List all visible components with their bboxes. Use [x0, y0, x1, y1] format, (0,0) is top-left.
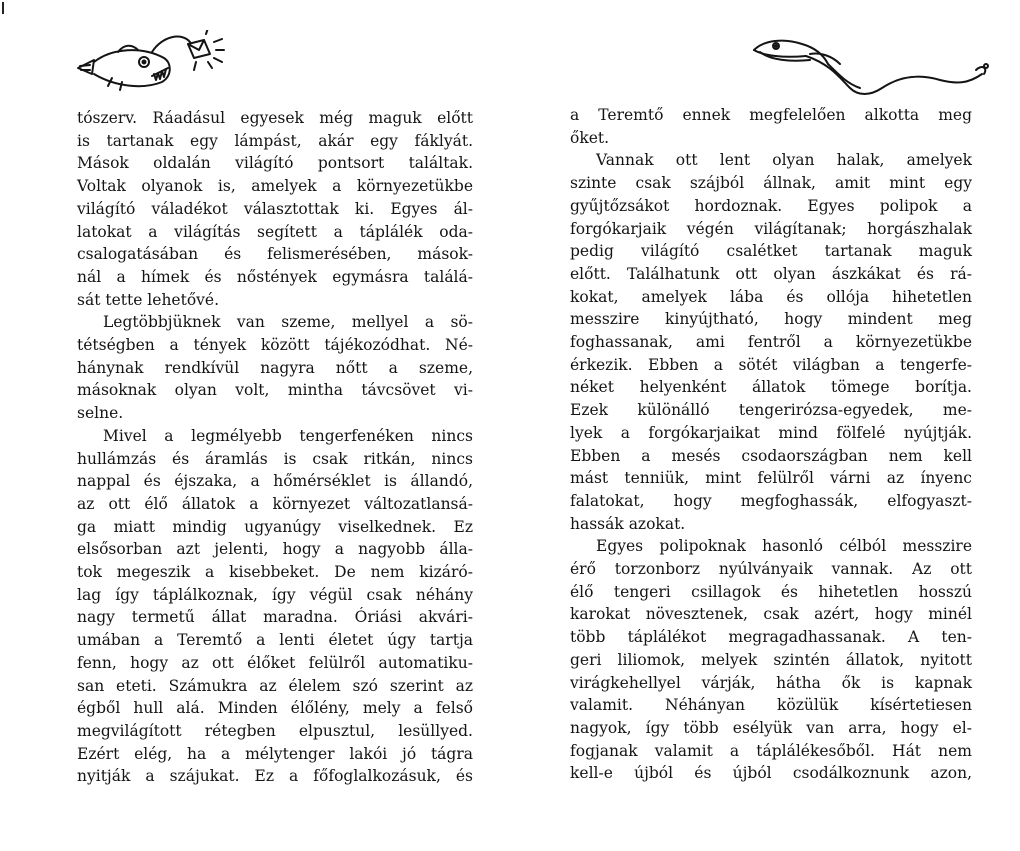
text-line: kokat, amelyek lába és ollója hihetetlen	[570, 287, 972, 306]
text-line: megvilágított rétegben elpusztul, lesüllyed.	[77, 721, 473, 740]
text-line: égből hull alá. Minden élőlény, mely a felső	[77, 699, 473, 718]
paragraph	[570, 104, 972, 149]
text-line: mást tenniük, mint felülről várni az ínyenc	[570, 469, 972, 488]
text-line: forgókarjaik végén világítanak; horgászhalak	[570, 219, 972, 238]
text-line: Ebben a mesés csodaországban nem kell	[570, 446, 972, 465]
text-line: Ezek különálló tengerirózsa-egyedek, me-	[570, 401, 972, 420]
anglerfish-icon	[72, 30, 232, 100]
text-line: érő torzonborz nyúlványaik vannak. Az ott	[570, 560, 972, 579]
text-line: valamit. Néhányan közülük kísértetiesen	[570, 696, 972, 715]
text-line: a Teremtő ennek megfelelően alkotta meg	[570, 106, 972, 124]
text-line: fenn, hogy az ott élőket felülről automatiku-	[77, 653, 473, 672]
text-line: lyek a forgókarjaikat mind fölfelé nyújtják.	[570, 423, 972, 442]
text-line: lag így táplálkoznak, így végül csak néhány	[77, 585, 473, 604]
text-line: kell-e újból és újból csodálkoznunk azon,	[570, 764, 972, 783]
text-line: elsősorban azt jelenti, hogy a nagyobb álla-	[77, 540, 473, 559]
text-line: messzire kinyújtható, hogy mindent meg	[570, 310, 972, 329]
eel-icon	[750, 30, 990, 100]
text-line: geri liliomok, melyek szintén állatok, nyitott	[570, 650, 972, 669]
text-line: hassák azokat.	[570, 514, 686, 533]
right-page-body	[570, 104, 972, 785]
text-line: több táplálékot megragadhassanak. A ten-	[570, 628, 972, 647]
text-line: pedig világító csalétket tartanak maguk	[570, 242, 972, 261]
text-line: Egyes polipoknak hasonló célból messzire	[596, 537, 972, 556]
text-line: gyűjtőzsákot hordoznak. Egyes polipok a	[570, 196, 972, 215]
paragraph	[77, 107, 473, 311]
text-line: umában a Teremtő a lenti életet úgy tartja	[77, 631, 473, 650]
text-line: tétségben a tények között tájékozódhat. Né-	[77, 336, 473, 355]
text-line: Mivel a legmélyebb tengerfenéken nincs	[103, 426, 473, 445]
paragraph	[570, 149, 972, 535]
text-line: csalogatásában és felismerésében, mások-	[77, 245, 473, 264]
text-line: Mások oldalán világító pontsort találtak.	[77, 154, 473, 173]
text-line: selne.	[77, 404, 124, 423]
text-line: ga miatt mindig ugyanúgy viselkednek. Ez	[77, 517, 473, 536]
text-line: Vannak ott lent olyan halak, amelyek	[596, 151, 972, 170]
text-line: szinte csak szájból állnak, amit mint egy	[570, 174, 972, 193]
text-line: san eteti. Számukra az élelem szó szerint az	[77, 676, 473, 695]
text-line: érkezik. Ebben a sötét világban a tengerfe-	[570, 355, 972, 374]
text-line: Voltak olyanok is, amelyek a környezetükbe	[77, 177, 473, 196]
text-line: az ott élő állatok a környezet változatlansá-	[77, 494, 473, 513]
text-line: fogjanak valamit a táplálékesőből. Hát nem	[570, 741, 972, 760]
paragraph	[77, 311, 473, 425]
text-line: nagyok, így több esélyük van arra, hogy el-	[570, 718, 972, 737]
text-line: néket helyenként állatok tömege borítja.	[570, 378, 972, 397]
text-line: előtt. Találhatunk ott olyan ászkákat és rá-	[570, 264, 972, 283]
text-line: virágkehellyel várják, hátha ők is kapnak	[570, 673, 972, 692]
left-page-body	[77, 107, 473, 788]
text-line: tószerv. Ráadásul egyesek még maguk előtt	[77, 109, 473, 127]
text-line: tok megeszik a kisebbeket. De nem kizáró-	[77, 563, 473, 582]
text-line: hullámzás és áramlás is csak ritkán, nincs	[77, 449, 473, 468]
text-line: hánynak rendkívül nagyra nőtt a szeme,	[77, 358, 473, 377]
right-page	[510, 0, 1020, 851]
text-line: latokat a világítás segített a táplálék oda-	[77, 222, 473, 241]
text-line: foghassanak, ami fentről a környezetükbe	[570, 333, 972, 352]
text-line: sát tette lehetővé.	[77, 290, 220, 309]
text-line: falatokat, hogy megfoghassák, elfogyaszt-	[570, 491, 972, 510]
text-line: karokat növesztenek, csak azért, hogy minél	[570, 605, 972, 624]
text-line: élő tengeri csillagok és hihetetlen hosszú	[570, 582, 972, 601]
text-line: nagy termetű állat maradna. Óriási akvári-	[77, 608, 473, 627]
text-line: nappal és éjszaka, a hőmérséklet is állandó,	[77, 472, 473, 491]
text-line: Legtöbbjüknek van szeme, mellyel a sö-	[103, 313, 473, 332]
text-line: nál a hímek és nőstények egymásra találá-	[77, 267, 473, 286]
text-line: őket.	[570, 128, 610, 147]
text-line: is tartanak egy lámpást, akár egy fáklyát.	[77, 131, 473, 150]
paragraph	[570, 535, 972, 785]
text-line: Ezért elég, ha a mélytenger lakói jó tágra	[77, 744, 473, 763]
text-line: világító váladékot választottak ki. Egyes ál-	[77, 199, 473, 218]
text-line: másoknak olyan volt, mintha távcsövet vi-	[77, 381, 473, 400]
paragraph	[77, 425, 473, 788]
text-line: nyitják a szájukat. Ez a főfoglalkozásuk, és	[77, 767, 473, 786]
